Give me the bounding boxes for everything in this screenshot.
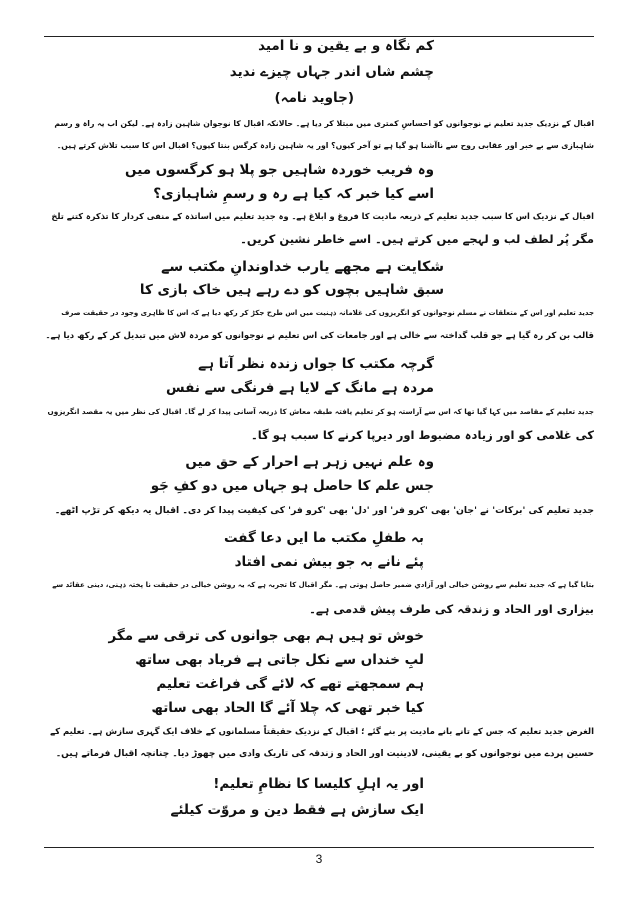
top-rule [44,36,594,37]
verse-line: لبِ خنداں سے نکل جاتی ہے فریاد بھی ساتھ [135,652,424,668]
paragraph-line: بیزاری اور الحاد و زندقہ کی طرف پیش قدمی ہے۔ [309,602,594,616]
verse-line: ہم سمجھتے تھے کہ لائے گی فراغت تعلیم [156,676,424,692]
bottom-rule [44,847,594,848]
verse-line: اسے کیا خبر کہ کیا ہے رہ و رسمِ شاہبازی؟ [153,186,434,202]
paragraph-line: جدید تعلیم اور اس کے متعلقات نے مسلم نوجوانوں کو انگریزوں کی غلامانہ ذہنیت میں اس طرح جکڑ کر رکھ دیا ہے کہ اس کا ظاہری وجود در حقیقت صرف [61,309,594,317]
verse-line: بہ طفلِ مکتب ما ایں دعا گفت [223,530,424,546]
paragraph-line: شاہبازی سے بے خبر اور عقابی روح سے ناآشنا ہو گیا ہے تو آخر کیوں؟ اور یہ شاہین زادہ کرگس بنتا کیوں؟ اقبال اس کا سبب تلاش کرتے ہیں۔ [56,141,594,150]
paragraph-line: جدید تعلیم کے مقاصد میں کہا گیا تھا کہ اس سے آراستہ ہو کر تعلیم یافتہ طبقہ معاش کا ذریعہ آسانی پیدا کر لے گا۔ اقبال کی نظر میں یہ مقصد انگریزوں [47,407,594,416]
verse-line: کم نگاہ و بے یقین و نا امید [258,38,434,54]
verse-line: اور یہ اہلِ کلیسا کا نظامِ تعلیم! [213,776,424,792]
paragraph-line: اقبال کے نزدیک اس کا سبب جدید تعلیم کے ذریعہ مادیت کا فروغ و ابلاغ ہے۔ وہ جدید تعلیم میں اساتذہ کے منفی کردار کا تذکرہ کتنے تلخ [51,211,594,221]
paragraph-line: کی غلامی کو اور زیادہ مضبوط اور دیرپا کرنے کا سبب ہو گا۔ [250,428,594,442]
paragraph-line: بتایا گیا ہے کہ جدید تعلیم سے روشن خیالی اور آزادیِ ضمیر حاصل ہوتی ہے۔ مگر اقبال کا تجربہ ہے کہ یہ روشن خیالی در حقیقت نا پختہ ذہنی، دینی عقائد سے [52,581,594,589]
verse-line: شکایت ہے مجھے یارب خداوندانِ مکتب سے [161,259,444,275]
paragraph-line: اقبال کے نزدیک جدید تعلیم نے نوجوانوں کو احساسِ کمتری میں مبتلا کر دیا ہے۔ حالانکہ اقبال کا نوجوان شاہین زادہ ہے۔ لیکن اب یہ راہ و رسم [54,119,594,128]
verse-line: وہ فریب خوردہ شاہیں جو پلا ہو کرگسوں میں [125,162,434,178]
verse-line: جس علم کا حاصل ہو جہاں میں دو کفِ جَو [150,478,434,494]
verse-line: خوش تو ہیں ہم بھی جوانوں کی ترقی سے مگر [108,628,424,644]
verse-line: ایک سازش ہے فقط دین و مروّت کیلئے [170,802,424,818]
page-content [44,40,594,840]
verse-citation: (جاوید نامہ) [274,90,354,106]
verse-line: گرچہ مکتب کا جواں زندہ نظر آتا ہے [198,356,434,372]
verse-line: سبق شاہیں بچوں کو دے رہے ہیں خاک بازی کا [139,282,444,298]
verse-line: پئے نانے بہ جو بیش نمی افتاد [234,554,424,570]
verse-line: چشم شاں اندر جہاں چیزے ندید [229,64,434,80]
paragraph-line: الغرض جدید تعلیم کہ جس کے تانے بانے مادیت پر بنے گئے ؛ اقبال کے نزدیک حقیقتاً مسلمانوں کے خلاف ایک گہری سازش ہے۔ تعلیم کے [50,727,594,737]
paragraph-line: حسین پردے میں نوجوانوں کو بے یقینی، لادینیت اور الحاد و زندقہ کی تاریک وادی میں چھوڑ دیا۔ چنانچہ اقبال فرماتے ہیں۔ [55,749,594,759]
verse-line: وہ علم نہیں زہر ہے احرار کے حق میں [185,454,434,470]
paragraph-line: قالب بن کر رہ گیا ہے جو قلب گداختہ سے خالی ہے اور جامعات کی اس تعلیم نے نوجوانوں کو مردہ لاش میں تبدیل کر کے رکھ دیا ہے۔ [45,331,594,341]
verse-line: کیا خبر تھی کہ چلا آئے گا الحاد بھی ساتھ [151,700,424,716]
paragraph-line: مگر پُر لطف لب و لہجے میں کرتے ہیں۔ اسے خاطر نشین کریں۔ [240,232,594,246]
verse-line: مردہ ہے مانگ کے لایا ہے فرنگی سے نفس [166,380,434,396]
paragraph-line: جدید تعلیم کی 'برکات' نے 'جان' بھی 'کرو فر' اور 'دل' بھی 'کرو فر' کی کیفیت پیدا کر دی۔ اقبال یہ دیکھ کر تڑپ اٹھے۔ [54,505,594,516]
page-number: 3 [315,852,323,866]
